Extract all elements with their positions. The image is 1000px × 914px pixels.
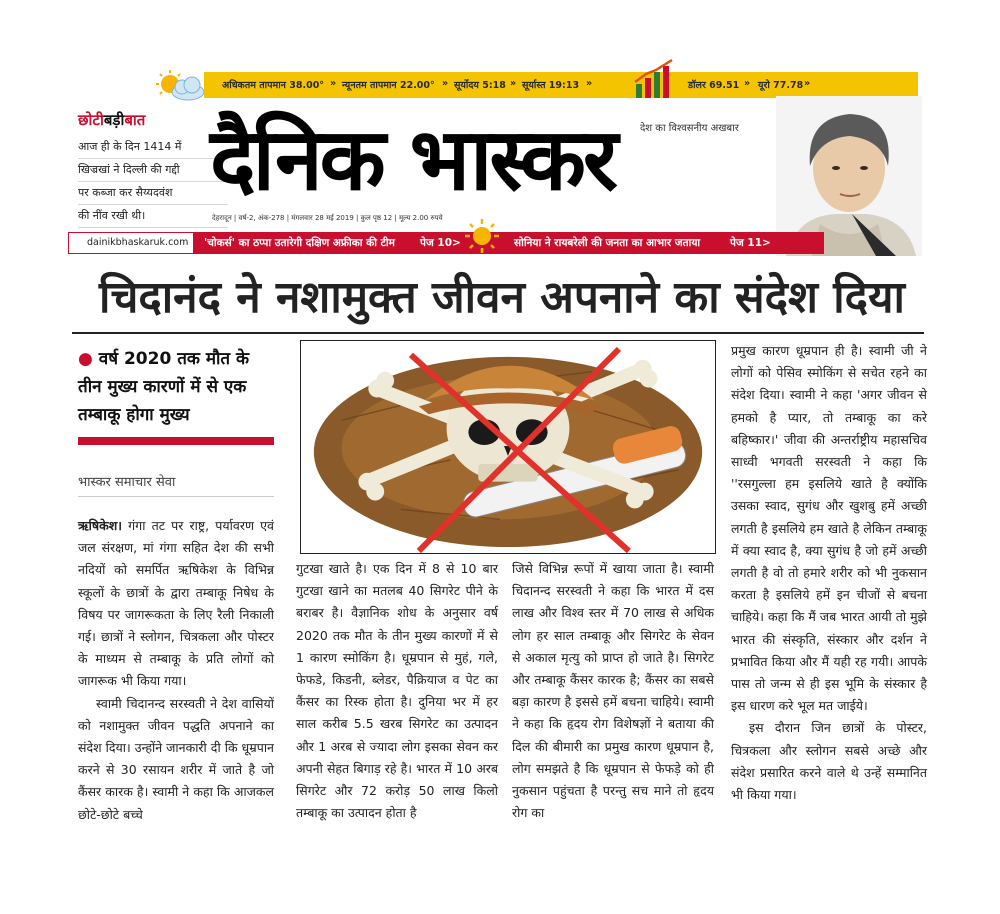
teaser-line: पर कब्जा कर सैय्यदवंश — [78, 182, 228, 205]
no-tobacco-photo — [300, 340, 716, 554]
bar-graph-icon — [632, 58, 678, 98]
headline-divider — [72, 332, 924, 334]
article-column-4 — [731, 340, 927, 806]
separator: » — [804, 78, 811, 89]
separator: » — [586, 78, 593, 89]
separator: » — [744, 78, 751, 89]
subheadline-text: वर्ष 2020 तक मौत के तीन मुख्य कारणों में से एक तम्बाकू होगा मुख्य — [78, 349, 250, 425]
separator: » — [510, 78, 517, 89]
website-link[interactable]: dainikbhaskaruk.com — [68, 232, 194, 254]
sun-icon — [464, 218, 500, 254]
euro-rate: यूरो 77.78 — [758, 80, 804, 91]
paragraph — [78, 515, 274, 693]
article-headline: चिदानंद ने नशामुक्त जीवन अपनाने का संदेश दिया — [99, 272, 905, 323]
ticker-page-2[interactable]: पेज 11> — [730, 237, 771, 249]
dollar-rate: डॉलर 69.51 — [688, 80, 740, 91]
paragraph: जिसे विभिन्न रूपों में खाया जाता है। स्वामी चिदानन्द सरस्वती ने कहा कि भारत में दस लाख और विश्व स्तर में 70 लाख से अधिक लोग हर साल तम्बाकू और सिगरेट के सेवन से अकाल मृत्यु को प्राप्त हो जाते है। सिगरेट और तम्बाकू कैंसर कारक है; कैंसर का सबसे बड़ा कारण है इससे हमें बचना चाहिये। स्वामी ने कहा कि हृदय रोग विशेषज्ञों ने बताया की दिल की बीमारी का प्रमुख कारण धूम्रपान है, लोग समझते है कि धूम्रपान से फेफड़े को ही नुकसान पहुंचता है परन्तु सच माने तो हृदय रोग का — [512, 561, 714, 821]
masthead-title: दैनिक भास्कर — [210, 110, 616, 210]
teaser-line: की नींव रखी थी। — [78, 205, 228, 228]
teaser-line: खिज्रखां ने दिल्ली की गद्दी — [78, 159, 228, 182]
max-temp: अधिकतम तापमान 38.00° — [222, 80, 325, 91]
paragraph: प्रमुख कारण धूम्रपान ही है। स्वामी जी ने लोगों को पेसिव स्मोकिंग से सचेत रहने का संदेश दिया। स्वामी ने कहा 'अगर जीवन से हमको है प्यार, तो तम्बाकू का करे बहिष्कार।' जीवा की अन्तर्राष्ट्रीय महासचिव साध्वी भगवती सरस्वती ने कहा कि ''रसगुल्ला हम इसलिये खाते है क्योंकि उसका स्वाद, सुगंध और खुशबु हमें अच्छी लगती है इसलिये हम खाते है लेकिन तम्बाकू में क्या स्वाद है, क्या सुगंध है जो हमें अच्छी लगती है वो तो हमारे शरीर को भी नुकसान करता है इसलिये हमें इन चीजों से बचना चाहिये। कहा कि मैं जब भारत आयी तो मुझे भारत की संस्कृति, संस्कार और दर्शन ने प्रभावित किया और मैं यही रह गयी। आपके पास तो जन्म से ही इस भूमि के संस्कार है इस धारण करे भूल मत जाईये। — [731, 343, 927, 714]
article-column-1 — [78, 515, 274, 826]
edition-line: देहरादून | वर्ष-2, अंक-278 | मंगलवार 28 मई 2019 | कुल पृष्ठ 12 | मूल्य 2.00 रुपये — [212, 214, 443, 222]
min-temp: न्यूनतम तापमान 22.00° — [342, 80, 435, 91]
paragraph: गुटखा खाते है। एक दिन में 8 से 10 बार गुटखा खाने का मतलब 40 सिगरेट पीने के बराबर है। वैज्ञानिक शोध के अनुसार वर्ष 2020 तक मौत के तीन मुख्य कारणों में से 1 कारण स्मोकिंग है। धूम्रपान से मुहं, गले, फेफडे, किडनी, ब्लेडर, पैक्रियाज व पेट का कैंसर का रिस्क होता है। दुनिया भर में हर साल करीब 5.5 खरब सिगरेट का उत्पादन और 1 अरब से ज्यादा लोग इसका सेवन कर अपनी सेहत बिगाड़ रहे है। भारत में 10 अरब सिगरेट और 72 करोड़ 50 लाख किलो तम्बाकू का उत्पादन होता है — [296, 561, 498, 821]
ticker-story-1[interactable]: 'चोकर्स' का ठप्पा उतारेगी दक्षिण अफ्रीका की टीम — [204, 237, 395, 249]
paragraph-text: गंगा तट पर राष्ट्र, पर्यावरण एवं जल संरक्षण, मां गंगा सहित देश की सभी नदियों को समर्पित ऋषिकेश के विभिन्न स्कूलों के छात्रों के द्वारा तम्बाकू निषेध के विषय पर जागरूकता के लिए रैली निकाली गई। छात्रों ने स्लोगन, चित्रकला और पोस्टर के माध्यम से तम्बाकू के प्रति लोगों को जागरूक भी किया गया। — [78, 518, 274, 689]
teaser-title-c: बात — [124, 111, 146, 129]
ticker-page-1[interactable]: पेज 10> — [420, 237, 461, 249]
article-subheadline — [78, 345, 278, 429]
teaser-title — [78, 110, 228, 130]
news-ticker-bar — [68, 232, 824, 254]
article-column-2 — [296, 558, 498, 824]
subhead-divider — [78, 437, 274, 445]
teaser-title-b: बड़ी — [103, 111, 125, 129]
teaser-line: आज ही के दिन 1414 में — [78, 136, 228, 159]
ticker-story-2[interactable]: सोनिया ने रायबरेली की जनता का आभार जताया — [514, 237, 701, 249]
teaser-text — [78, 136, 228, 228]
dateline: ऋषिकेश। — [78, 518, 122, 533]
sunrise: सूर्योदय 5:18 — [454, 80, 506, 91]
article-column-3 — [512, 558, 714, 824]
sunset: सूर्यास्त 19:13 — [522, 80, 580, 91]
paragraph: इस दौरान जिन छात्रों के पोस्टर, चित्रकला और स्लोगन सबसे अच्छे और संदेश प्रसारित करने वाले थे उन्हें सम्मानित भी किया गया। — [731, 720, 927, 803]
sun-cloud-icon — [152, 70, 214, 104]
bullet-icon: ● — [78, 349, 93, 369]
separator: » — [442, 78, 449, 89]
paragraph: स्वामी चिदानन्द सरस्वती ने देश वासियों को नशामुक्त जीवन पद्धति अपनाने का संदेश दिया। उन्होंने जानकारी दी कि धूम्रपान करने से 30 रसायन शरीर में जाते है जो कैंसर कारक है। स्वामी ने कहा कि आजकल छोटे-छोटे बच्चे — [78, 695, 274, 822]
left-teaser — [78, 110, 228, 228]
separator: » — [330, 78, 337, 89]
tagline: देश का विश्वसनीय अखबार — [640, 123, 739, 134]
byline: भास्कर समाचार सेवा — [78, 472, 274, 497]
teaser-title-a: छोटी — [78, 111, 104, 129]
